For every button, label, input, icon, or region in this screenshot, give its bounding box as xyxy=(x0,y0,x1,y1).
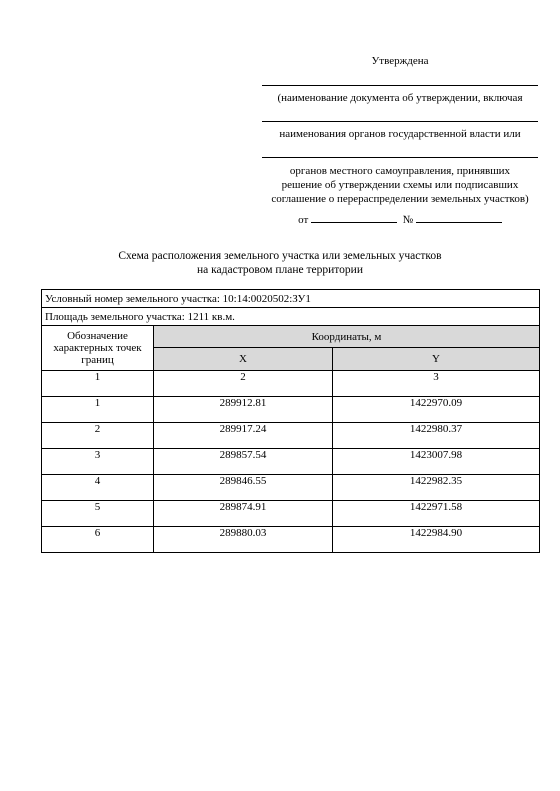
x-cell: 289880.03 xyxy=(154,527,333,553)
approval-text-line: соглашение о перераспределении земельных участков) xyxy=(271,193,529,205)
point-cell: 3 xyxy=(42,449,154,475)
point-cell: 5 xyxy=(42,501,154,527)
coordinates-header: Координаты, м xyxy=(154,326,540,348)
table-row xyxy=(42,475,540,501)
column-number: 2 xyxy=(154,371,333,397)
point-header-line: границ xyxy=(81,354,114,366)
date-label: от xyxy=(298,214,309,226)
number-label: № xyxy=(402,214,414,226)
approval-text-line: решение об утверждении схемы или подписавших xyxy=(281,179,519,191)
point-cell: 2 xyxy=(42,423,154,449)
approval-date-number-row xyxy=(262,213,538,226)
y-cell: 1423007.98 xyxy=(333,449,540,475)
point-header xyxy=(42,326,154,371)
approval-underline xyxy=(262,85,538,86)
parcel-number: Условный номер земельного участка: 10:14:0020502:ЗУ1 xyxy=(42,290,540,308)
x-cell: 289857.54 xyxy=(154,449,333,475)
date-field[interactable] xyxy=(311,213,397,223)
approval-text-line: (наименование документа об утверждении, включая xyxy=(277,92,523,104)
x-cell: 289917.24 xyxy=(154,423,333,449)
y-cell: 1422980.37 xyxy=(333,423,540,449)
x-cell: 289846.55 xyxy=(154,475,333,501)
approval-text-line: наименования органов государственной власти или xyxy=(279,128,521,140)
column-number: 3 xyxy=(333,371,540,397)
table-row xyxy=(42,527,540,553)
y-header: Y xyxy=(333,348,540,371)
y-cell: 1422982.35 xyxy=(333,475,540,501)
number-field[interactable] xyxy=(416,213,502,223)
x-cell: 289912.81 xyxy=(154,397,333,423)
table-row xyxy=(42,397,540,423)
approval-title: Утверждена xyxy=(371,55,429,67)
point-cell: 1 xyxy=(42,397,154,423)
point-header-line: Обозначение xyxy=(67,330,128,342)
approval-text-line: органов местного самоуправления, принявших xyxy=(289,165,511,177)
point-header-line: характерных точек xyxy=(53,342,142,354)
approval-underline xyxy=(262,157,538,158)
table-row xyxy=(42,501,540,527)
y-cell: 1422984.90 xyxy=(333,527,540,553)
table-row xyxy=(42,423,540,449)
y-cell: 1422971.58 xyxy=(333,501,540,527)
approval-underline xyxy=(262,121,538,122)
document-title-line: на кадастровом плане территории xyxy=(196,264,363,276)
document-title-line: Схема расположения земельного участка или земельных участков xyxy=(118,250,442,262)
x-header: X xyxy=(154,348,333,371)
document-title xyxy=(60,249,500,277)
column-number: 1 xyxy=(42,371,154,397)
parcel-area: Площадь земельного участка: 1211 кв.м. xyxy=(42,308,540,326)
x-cell: 289874.91 xyxy=(154,501,333,527)
table-row xyxy=(42,449,540,475)
coordinates-table xyxy=(41,289,540,553)
y-cell: 1422970.09 xyxy=(333,397,540,423)
point-cell: 4 xyxy=(42,475,154,501)
point-cell: 6 xyxy=(42,527,154,553)
